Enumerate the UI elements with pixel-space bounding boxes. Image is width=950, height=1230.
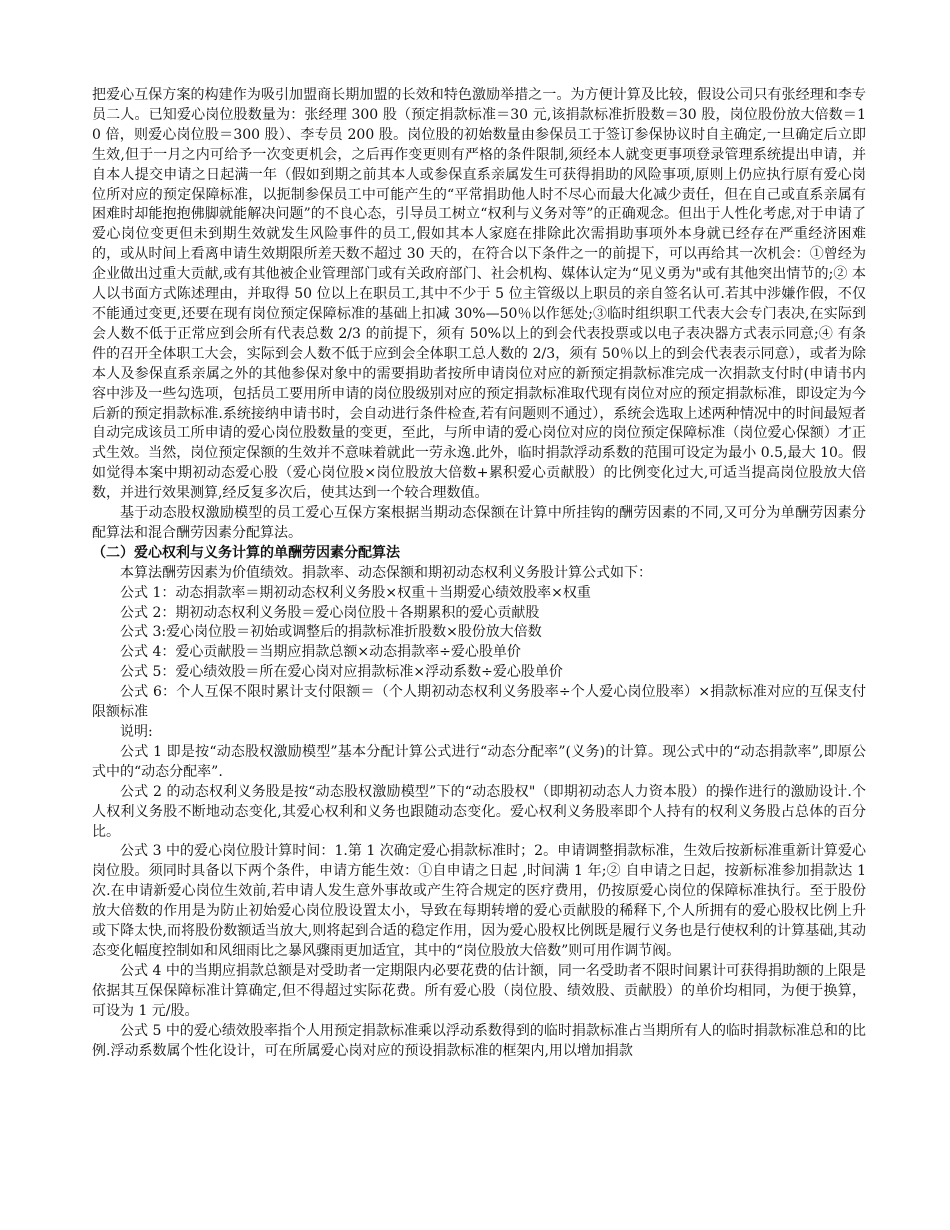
document-page <box>92 86 866 1061</box>
paragraph-algorithm-overview: 基于动态股权激励模型的员工爱心互保方案根据当期动态保额在计算中所挂钩的酬劳因素的不同,又可分为单酬劳因素分配算法和混合酬劳因素分配算法。 <box>92 505 866 541</box>
explanation-formula-2: 公式 2 的动态权利义务股是按“动态股权激励模型”下的“动态股权"（即期初动态人力资本股）的操作进行的激励设计.个人权利义务股不断地动态变化,其爱心权利和义务也跟随动态变化。爱心权利义务股率即个人持有的权利义务股占总体的百分比。 <box>92 783 866 840</box>
formula-4: 公式 4：爱心贡献股＝当期应捐款总额×动态捐款率÷爱心股单价 <box>120 644 521 661</box>
paragraph-formula-intro: 本算法酬劳因素为价值绩效。捐款率、动态保额和期初动态权利义务股计算公式如下： <box>120 564 652 581</box>
formula-3: 公式 3:爱心岗位股＝初始或调整后的捐款标准折股数×股份放大倍数 <box>120 624 542 641</box>
explanation-formula-3: 公式 3 中的爱心岗位股计算时间：1.第 1 次确定爱心捐款标准时；2。申请调整捐款标准，生效后按新标准重新计算爱心岗位股。须同时具备以下两个条件，申请方能生效：①自申请之日起 ,时间满 1 年;② 自申请之日起，按新标准参加捐款达 1 次.在申请新爱心岗位生效前,若申请人发生意外事故或产生符合规定的医疗费用，仍按原爱心岗位的保障标准执行。至于股份放大倍数的作用是为防止初始爱心岗位股设置太小，导致在每期转增的爱心贡献股的稀释下,个人所拥有的爱心股权比例上升或下降太快,而将股份数额适当放大,则将起到合适的稳定作用，因为爱心股权比例既是履行义务也是行使权利的计算基础,其动态变化幅度控制如和风细雨比之暴风骤雨更加适宜，其中的“岗位股放大倍数”则可用作调节阀。 <box>92 843 866 959</box>
formula-6: 公式 6：个人互保不限时累计支付限额＝（个人期初动态权利义务股率÷个人爱心岗位股率）×捐款标准对应的互保支付限额标准 <box>92 684 866 721</box>
explanation-label: 说明: <box>120 724 153 740</box>
formula-1: 公式 1：动态捐款率＝期初动态权利义务股×权重＋当期爱心绩效股率×权重 <box>120 584 591 601</box>
explanation-formula-5: 公式 5 中的爱心绩效股率指个人用预定捐款标准乘以浮动系数得到的临时捐款标准占当期所有人的临时捐款标准总和的比例.浮动系数属个性化设计，可在所属爱心岗对应的预设捐款标准的框架内,用以增加捐款 <box>92 1022 866 1059</box>
formula-5: 公式 5：爱心绩效股＝所在爱心岗对应捐款标准×浮动系数÷爱心股单价 <box>120 664 563 681</box>
section-heading: （二）爱心权利与义务计算的单酬劳因素分配算法 <box>92 544 400 561</box>
paragraph-continuation: 把爱心互保方案的构建作为吸引加盟商长期加盟的长效和特色激励举措之一。为方便计算及比较，假设公司只有张经理和李专员二人。已知爱心岗位股数量为：张经理 300 股（预定捐款标准＝30 元,该捐款标准折股数＝30 股，岗位股份放大倍数＝10 倍，则爱心岗位股＝300 股）、李专员 200 股。岗位股的初始数量由参保员工于签订参保协议时自主确定,一旦确定后立即生效,但于一月之内可给予一次变更机会，之后再作变更则有严格的条件限制,须经本人就变更事项登录管理系统提出申请，并自本人提交申请之日起满一年（假如到期之前其本人或参保直系亲属发生可获得捐助的风险事项,原则上仍应执行原有爱心岗位所对应的预定保障标准，以扼制参保员工中可能产生的“平常捐助他人时不尽心而最大化减少责任，但在自己或直系亲属有困难时却能抱抱佛脚就能解决问题”的不良心态，引导员工树立“权利与义务对等”的正确观念。但出于人性化考虑,对于申请了爱心岗位变更但未到期生效就发生风险事件的员工,假如其本人家庭在排除此次需捐助事项外本身就已经存在严重经济困难的，或从时间上看离申请生效期限所差天数不超过 30 天的，在符合以下条件之一的前提下，可以再给其一次机会：①曾经为企业做出过重大贡献,或有其他被企业管理部门或有关政府部门、社会机构、媒体认定为“见义勇为"或有其他突出情节的;② 本人以书面方式陈述理由，并取得 50 位以上在职员工,其中不少于 5 位主管级以上职员的亲自签名认可.若其中涉嫌作假，不仅不能通过变更,还要在现有岗位预定保障标准的基础上扣减 30%—50％以作惩处;③临时组织职工代表大会专门表决,在实际到会人数不低于正常应到会所有代表总数 2/3 的前提下，须有 50%以上的到会代表投票或以电子表决器方式表示同意;④ 有条件的召开全体职工大会，实际到会人数不低于应到会全体职工总人数的 2/3，须有 50％以上的到会代表表示同意），或者为除本人及参保直系亲属之外的其他参保对象中的需要捐助者按所申请岗位对应的新预定捐款标准完成一次捐款支付时(申请书内容中涉及一些勾选项，包括员工要用所申请的岗位股级别对应的预定捐款标准取代现有岗位对应的预定捐款标准，即设定为今后新的预定捐款标准.系统接纳申请书时，会自动进行条件检查,若有问题则不通过），系统会选取上述两种情况中的时间最短者自动完成该员工所申请的爱心岗位股数量的变更，至此，与所申请的爱心岗位对应的岗位预定保障标准（岗位爱心保额）才正式生效。当然，岗位预定保额的生效并不意味着就此一劳永逸.此外，临时捐款浮动系数的范围可设定为最小 0.5,最大 10。假如觉得本案中期初动态爱心股（爱心岗位股×岗位股放大倍数+累积爱心贡献股）的比例变化过大,可适当提高岗位股放大倍数，并进行效果测算,经反复多次后，使其达到一个较合理数值。 <box>92 87 866 502</box>
explanation-formula-4: 公式 4 中的当期应捐款总额是对受助者一定期限内必要花费的估计额，同一名受助者不限时间累计可获得捐助额的上限是依据其互保保障标准计算确定,但不得超过实际花费。所有爱心股（岗位股、绩效股、贡献股）的单价均相同，为便于换算，可设为 1 元/股。 <box>92 962 866 1019</box>
formula-2: 公式 2：期初动态权利义务股＝爱心岗位股＋各期累积的爱心贡献股 <box>120 604 540 621</box>
explanation-formula-1: 公式 1 即是按“动态股权激励模型”基本分配计算公式进行“动态分配率”(义务)的计算。现公式中的“动态捐款率”,即原公式中的“动态分配率”. <box>92 743 866 780</box>
